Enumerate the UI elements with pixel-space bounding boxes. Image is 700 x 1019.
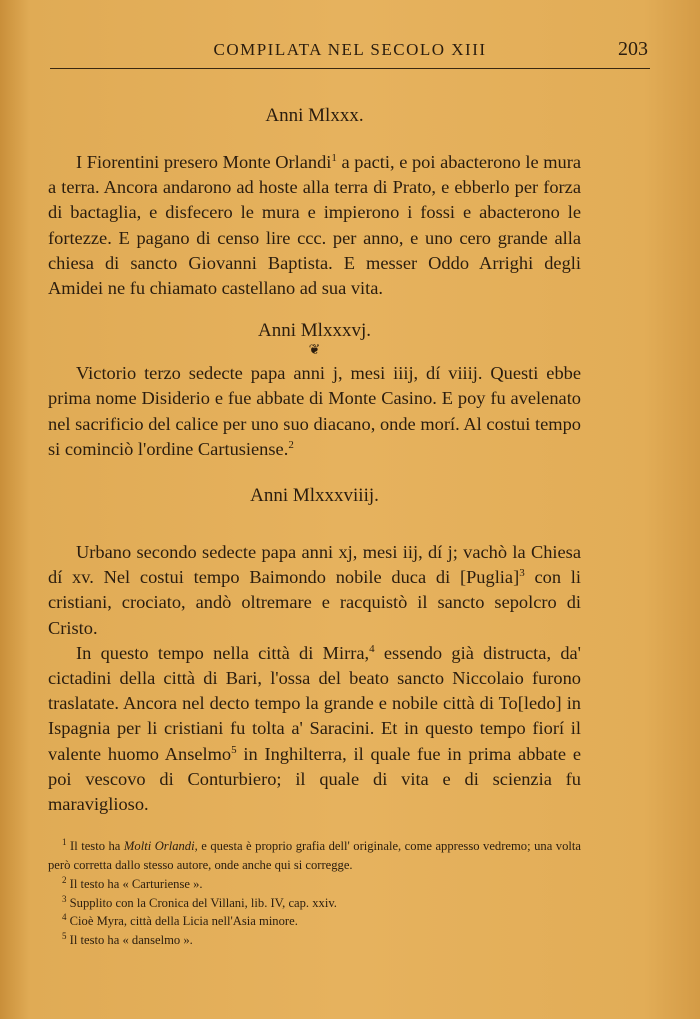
paragraph: Victorio terzo sedecte papa anni j, mesi iiij, dí viiij. Questi ebbe prima nome Disiderio e fue abbate di Monte Casino. E poy fu avelenato nel sacrificio del calice per uno suo diacano, onde morí. Al costui tempo si cominciò l'ordine Cartusiense.$^2$ (48, 363, 581, 459)
year-heading: Anni Mlxxxviiij. (250, 485, 379, 507)
footnote: $^4$ Cioè Myra, città della Licia nell'Asia minore. (62, 912, 298, 929)
page-header (50, 38, 650, 69)
paragraph: Urbano secondo sedecte papa anni xj, mesi iij, dí j; vachò la Chiesa dí xv. Nel costui tempo Baimondo nobile duca di [Puglia]$^3$ con li cristiani, crociato, andò oltremare e racquistò il sancto sepolcro di Cristo. (48, 542, 581, 638)
paragraph: I Fiorentini presero Monte Orlandi$^1$ a pacti, e poi abacterono le mura a terra. Ancora andarono ad hoste alla terra di Prato, e ebberlo per forza di bactaglia, e disfecero le mura e impierono i fossi e abacterono le fortezze. E pagano di censo lire ccc. per anno, e uno cero grande alla chiesa di sancto Giovanni Baptista. E messer Oddo Arrighi degli Amidei ne fu chiamato castellano ad sua vita. (48, 151, 581, 299)
footnote-ref: 1 (331, 151, 337, 164)
footnote-mark: 1 (62, 837, 67, 848)
footnote-ref: 5 (231, 743, 237, 756)
footnotes (48, 837, 581, 950)
footnote: $^5$ Il testo ha « danselmo ». (62, 931, 193, 948)
footnote-ref: 3 (519, 567, 525, 580)
footnote-mark: 3 (62, 893, 67, 904)
footnote-emphasis: Molti Orlandi, (123, 839, 198, 854)
footnote-ref: 2 (288, 438, 294, 451)
footnote-mark: 4 (62, 912, 67, 923)
footnote-mark: 2 (62, 874, 67, 885)
footnote: $^1$ Il testo ha Molti Orlandi, e questa è proprio grafia dell' originale, come appresso vedremo; una volta però corretta dallo stesso autore, onde anche qui si corregge. (48, 837, 581, 873)
page-body (48, 104, 581, 950)
ornament-icon: ❦ (308, 343, 321, 359)
page-number: 203 (618, 38, 648, 60)
year-heading: Anni Mlxxxvj. (258, 320, 371, 342)
footnote: $^2$ Il testo ha « Carturiense ». (62, 874, 203, 891)
footnote-ref: 4 (369, 642, 375, 655)
running-title: COMPILATA NEL SECOLO XIII (213, 40, 487, 59)
footnote-mark: 5 (62, 931, 67, 942)
paragraph: In questo tempo nella città di Mirra,$^4$ essendo già distructa, da' cictadini della città di Bari, l'ossa del beato sancto Niccolaio furono traslatate. Ancora nel decto tempo la grande e nobile città di To[ledo] in Ispagnia per li cristiani fu tolta a' Saracini. Et in questo tempo fiorí il valente huomo Anselmo$^5$ in Inghilterra, il quale fue in prima abbate e poi vescovo di Conturbiero; il quale di vita e di scienzia fu maraviglioso. (48, 642, 581, 815)
year-heading: Anni Mlxxx. (265, 105, 364, 126)
footnote: $^3$ Supplito con la Cronica del Villani, lib. IV, cap. xxiv. (62, 893, 337, 910)
